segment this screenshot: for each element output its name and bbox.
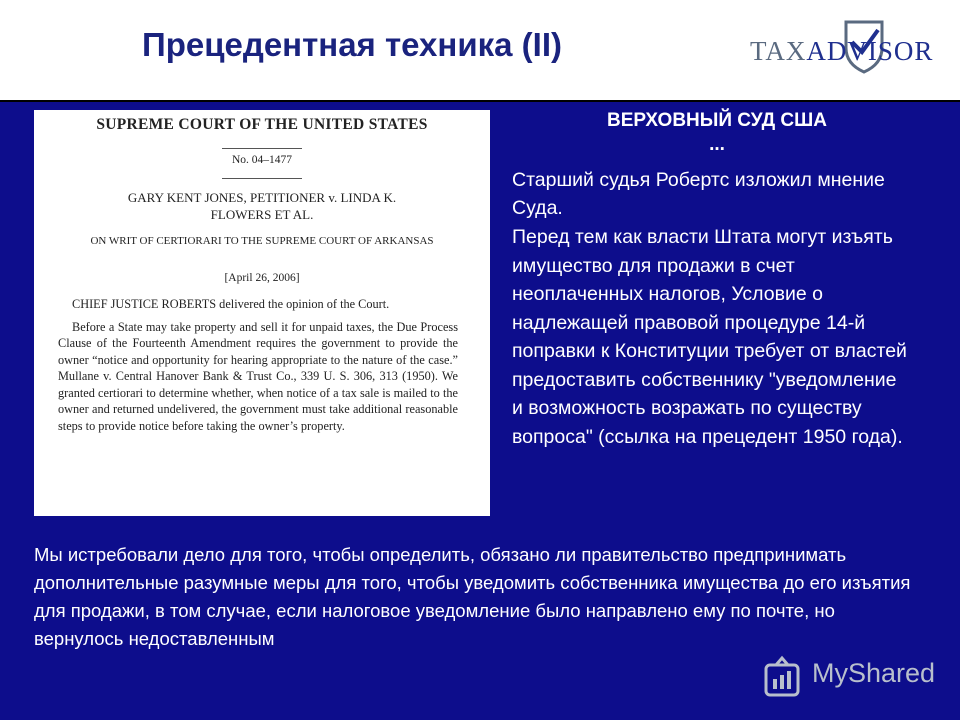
doc-paragraph: Before a State may take property and sell it for unpaid taxes, the Due Process Clause of the Fourteenth Amendment requires the government to provide the owner “notice and opportunity for hearing appropriate to the nature of the case.” Mullane v. Central Hanover Bank & Trust Co., 339 U. S. 306, 313 (1950). We granted certiorari to determine whether, when notice of a tax sale is mailed to the owner and returned undelivered, the government must take additional reasonable steps to provide notice before taking the owner’s property. [58,319,458,433]
logo-text [750,36,933,67]
court-opinion-image [34,110,490,516]
logo-text-tax: TAX [750,36,807,66]
doc-paragraph: CHIEF JUSTICE ROBERTS delivered the opinion of the Court. [72,297,390,311]
doc-date: [April 26, 2006] [224,272,300,284]
myshared-watermark [762,655,952,699]
doc-writ: ON WRIT OF CERTIORARI TO THE SUPREME COURT OF ARKANSAS [90,235,434,247]
right-paragraph-2: Перед тем как власти Штата могут изъять имущество для продажи в счет неоплаченных налогов, Условие о надлежащей правовой процедуре 14-й поправки к Конституции требует от властей предоставить собственнику "уведомление и возможность возражать по существу вопроса" (ссылка на прецедент 1950 года). [512,226,907,448]
slide-title: Прецедентная техника (II) [142,26,562,63]
doc-case-number: No. 04–1477 [231,154,293,166]
watermark-text: MyShared [812,658,936,688]
right-paragraph-1: Старший судья Робертс изложил мнение Суда. [512,169,885,219]
doc-divider [222,148,302,149]
bottom-paragraph: Мы истребовали дело для того, чтобы определить, обязано ли правительство предпринимать дополнительные разумные меры для того, чтобы уведомить собственника имущества до его изъятия для продажи, в том случае, если налоговое уведомление было направлено ему по почте, но вернулось недоставленным [34,544,911,649]
right-heading: ВЕРХОВНЫЙ СУД США [607,110,827,131]
doc-parties-line1: GARY KENT JONES, PETITIONER v. LINDA K. [127,190,397,205]
right-ellipsis: ... [709,134,725,155]
slide-header [0,0,960,100]
doc-body [58,296,458,434]
doc-parties [74,189,450,223]
doc-court-name: SUPREME COURT OF THE UNITED STATES [96,116,428,133]
doc-divider [222,178,302,179]
myshared-logo-icon [762,655,802,699]
taxadvisor-logo [750,18,960,82]
doc-parties-line2: FLOWERS ET AL. [210,207,314,222]
logo-text-advisor: ADVISOR [806,36,934,66]
